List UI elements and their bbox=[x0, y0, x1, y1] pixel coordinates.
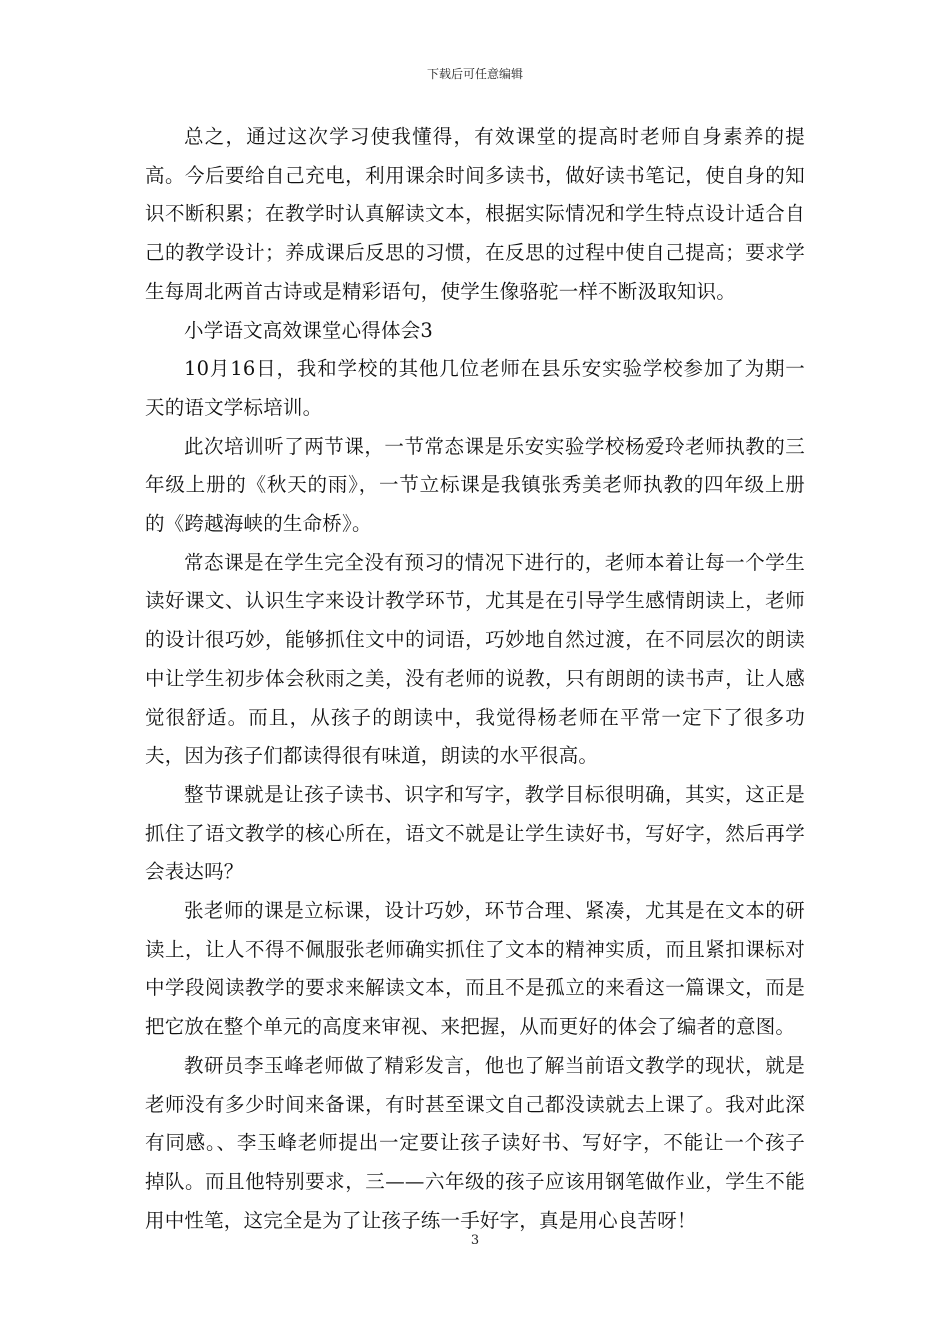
paragraph-regular-lesson: 常态课是在学生完全没有预习的情况下进行的，老师本着让每一个学生读好课文、认识生字来设计教学环节，尤其是在引导学生感情朗读上，老师的设计很巧妙，能够抓住文中的词语，巧妙地自然过渡，在不同层次的朗读中让学生初步体会秋雨之美，没有老师的说教，只有朗朗的读书声，让人感觉很舒适。而且，从孩子的朗读中，我觉得杨老师在平常一定下了很多功夫，因为孩子们都读得很有味道，朗读的水平很高。 bbox=[145, 550, 805, 768]
section-title: 小学语文高效课堂心得体会3 bbox=[184, 318, 434, 342]
paragraph-two-lessons: 此次培训听了两节课，一节常态课是乐安实验学校杨爱玲老师执教的三年级上册的《秋天的雨》，一节立标课是我镇张秀美老师执教的四年级上册的《跨越海峡的生命桥》。 bbox=[145, 434, 805, 536]
page-header: 下载后可任意编辑 bbox=[426, 67, 523, 81]
paragraph-researcher-speech: 教研员李玉峰老师做了精彩发言，他也了解当前语文教学的现状，就是老师没有多少时间来备课，有时甚至课文自己都没读就去上课了。我对此深有同感。、李玉峰老师提出一定要让孩子读好书、写好字，不能让一个孩子掉队。而且他特别要求，三——六年级的孩子应该用钢笔做作业，学生不能用中性笔，这完全是为了让孩子练一手好字，真是用心良苦呀！ bbox=[145, 1053, 805, 1232]
paragraph-lesson-goal: 整节课就是让孩子读书、识字和写字，教学目标很明确，其实，这正是抓住了语文教学的核心所在，语文不就是让学生读好书，写好字，然后再学会表达吗？ bbox=[145, 782, 805, 884]
paragraph-summary: 总之，通过这次学习使我懂得，有效课堂的提高时老师自身素养的提高。今后要给自己充电，利用课余时间多读书，做好读书笔记，使自身的知识不断积累；在教学时认真解读文本，根据实际情况和学生特点设计适合自己的教学设计；养成课后反思的习惯，在反思的过程中使自己提高；要求学生每周北两首古诗或是精彩语句，使学生像骆驼一样不断汲取知识。 bbox=[145, 125, 805, 303]
paragraph-training-intro: 10月16日，我和学校的其他几位老师在县乐安实验学校参加了为期一天的语文学标培训。 bbox=[145, 357, 805, 419]
page-number: 3 bbox=[470, 1233, 480, 1248]
paragraph-model-lesson: 张老师的课是立标课，设计巧妙，环节合理、紧凑，尤其是在文本的研读上，让人不得不佩服张老师确实抓住了文本的精神实质，而且紧扣课标对中学段阅读教学的要求来解读文本，而且不是孤立的来看这一篇课文，而是把它放在整个单元的高度来审视、来把握，从而更好的体会了编者的意图。 bbox=[145, 899, 805, 1039]
document-body bbox=[145, 118, 805, 1240]
